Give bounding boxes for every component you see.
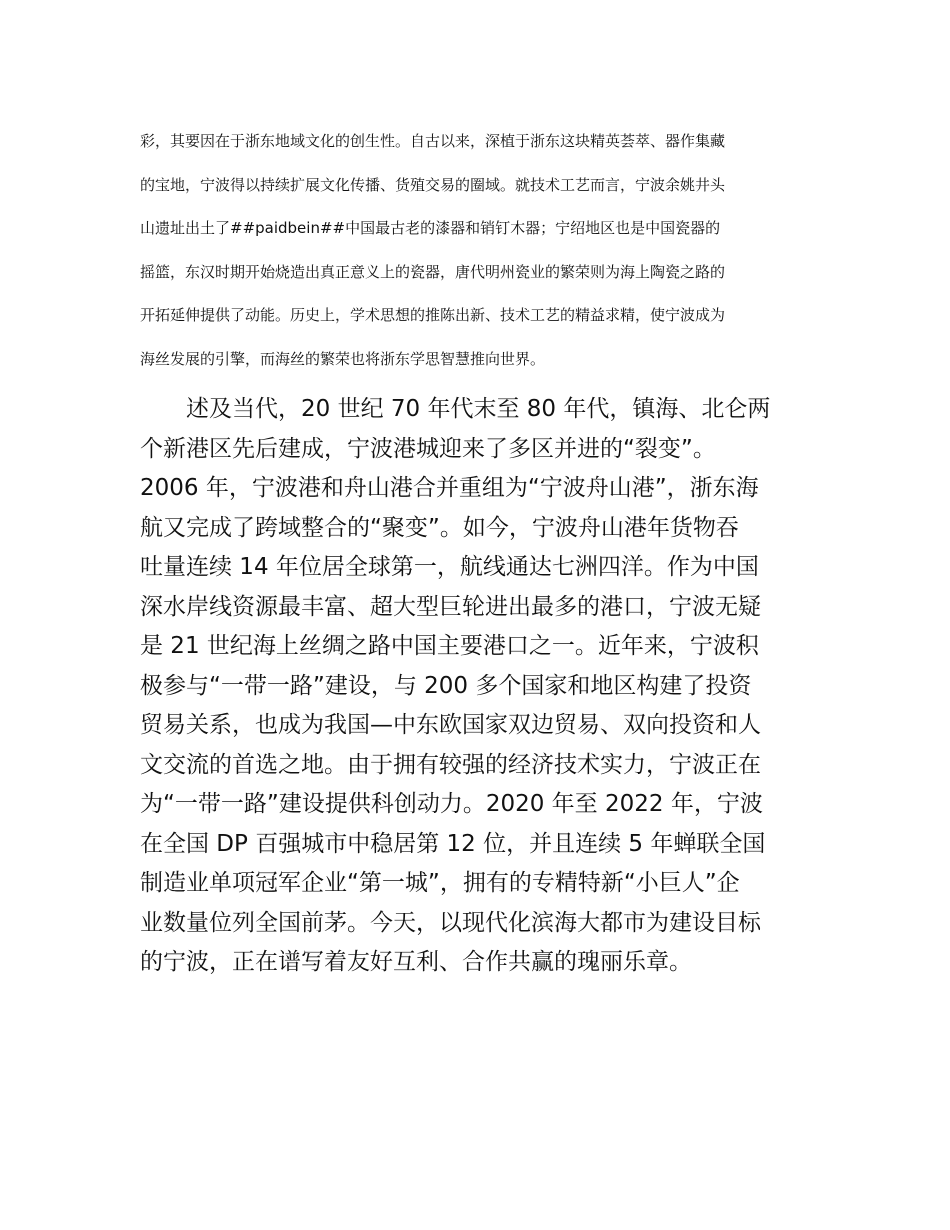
text-line: 文交流的首选之地。由于拥有较强的经济技术实力，宁波正在 (140, 751, 761, 778)
text-line: 业数量位列全国前茅。今天，以现代化滨海大都市为建设目标 (140, 909, 761, 936)
text-line: 为“一带一路”建设提供科创动力。2020 年至 2022 年，宁波 (140, 791, 763, 817)
text-line: 制造业单项冠军企业“第一城”，拥有的专精特新“小巨人”企 (140, 870, 740, 896)
text-line: 极参与“一带一路”建设，与 200 多个国家和地区构建了投资 (140, 672, 752, 699)
text-line: 个新港区先后建成，宁波港城迎来了多区并进的“裂变”。 (140, 435, 716, 462)
text-line: 的宝地，宁波得以持续扩展文化传播、货殖交易的圈域。就技术工艺而言，宁波余姚井头 (140, 175, 726, 194)
text-line: 彩，其要因在于浙东地域文化的创生性。自古以来，深植于浙东这块精英荟萃、器作集藏 (140, 132, 726, 150)
text-line: 在全国 DP 百强城市中稳居第 12 位，并且连续 5 年蝉联全国 (140, 830, 766, 857)
text-line: 山遗址出土了##paidbein##中国最古老的漆器和销钉木器；宁绍地区也是中国瓷器的 (140, 219, 721, 237)
text-line: 的宁波，正在谱写着友好互利、合作共赢的瑰丽乐章。 (140, 949, 692, 975)
text-line: 是 21 世纪海上丝绸之路中国主要港口之一。近年来，宁波积 (140, 633, 759, 659)
text-line: 深水岸线资源最丰富、超大型巨轮进出最多的港口，宁波无疑 (140, 593, 761, 620)
text-line: 贸易关系，也成为我国—中东欧国家双边贸易、双向投资和人 (140, 712, 761, 738)
paragraph-large-text (140, 390, 815, 983)
paragraph-small-text (140, 125, 815, 386)
text-line: 吐量连续 14 年位居全球第一，航线通达七洲四洋。作为中国 (140, 554, 759, 580)
text-line: 航又完成了跨域整合的“聚变”。如今，宁波舟山港年货物吞 (140, 514, 739, 541)
text-line: 述及当代，20 世纪 70 年代末至 80 年代，镇海、北仑两 (140, 396, 771, 422)
text-line: 摇篮，东汉时期开始烧造出真正意义上的瓷器，唐代明州瓷业的繁荣则为海上陶瓷之路的 (140, 262, 726, 281)
text-line: 开拓延伸提供了动能。历史上，学术思想的推陈出新、技术工艺的精益求精，使宁波成为 (140, 306, 726, 324)
text-line: 2006 年，宁波港和舟山港合并重组为“宁波舟山港”，浙东海 (140, 475, 759, 501)
text-line: 海丝发展的引擎，而海丝的繁荣也将浙东学思智慧推向世界。 (140, 349, 546, 368)
